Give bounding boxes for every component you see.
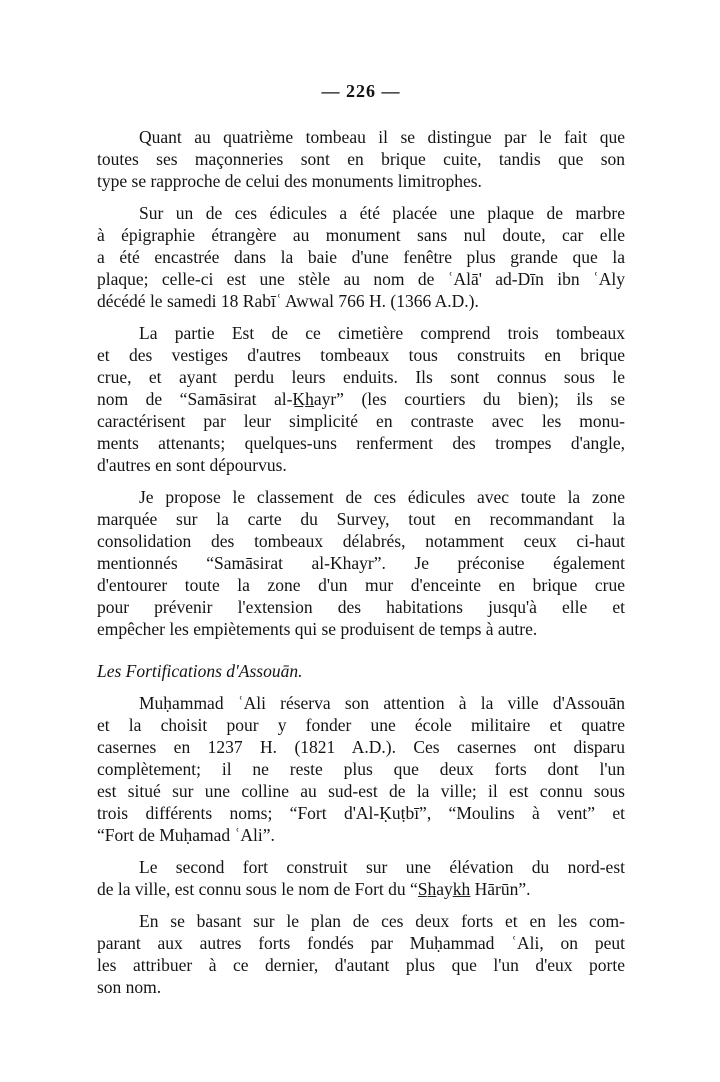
text-line: les attribuer à ce dernier, d'autant plus que l'un d'eux porte — [97, 955, 625, 975]
text-line: marquée sur la carte du Survey, tout en recommandant la — [97, 509, 625, 529]
text-line: ments attenants; quelques-uns renferment des trompes d'angle, — [97, 433, 625, 453]
text-line: d'entourer toute la zone d'un mur d'enceinte en brique crue — [97, 575, 625, 595]
text-line: Je propose le classement de ces édicules avec toute la zone — [139, 487, 625, 507]
text-line: Les Fortifications d'Assouān. — [97, 661, 303, 681]
paragraph — [97, 126, 625, 192]
text-line: a été encastrée dans la baie d'une fenêtre plus grande que la — [97, 247, 625, 267]
paragraph — [97, 910, 625, 998]
text-line: et la choisit pour y fonder une école militaire et quatre — [97, 715, 625, 735]
text-line: est situé sur une colline au sud-est de la ville; il est connu sous — [97, 781, 625, 801]
text-line: à épigraphie étrangère au monument sans nul doute, car elle — [97, 225, 625, 245]
text-line: nom de “Samāsirat al-K̲h̲ayr” (les courtiers du bien); ils se — [97, 389, 625, 409]
text-line: mentionnés “Samāsirat al-Khayr”. Je préconise également — [97, 553, 625, 573]
text-line: d'autres en sont dépourvus. — [97, 455, 287, 475]
text-line: Muḥammad ʿAli réserva son attention à la ville d'Assouān — [139, 693, 625, 713]
text-line: son nom. — [97, 977, 162, 997]
text-line: trois différents noms; “Fort d'Al-Ḳuṭbī”, “Moulins à vent” et — [97, 803, 625, 823]
text-line: caractérisent par leur simplicité en contraste avec les monu- — [97, 411, 625, 431]
text-line: complètement; il ne reste plus que deux forts dont l'un — [97, 759, 625, 779]
text-line: pour prévenir l'extension des habitations jusqu'à elle et — [97, 597, 625, 617]
text-line: casernes en 1237 H. (1821 A.D.). Ces casernes ont disparu — [97, 737, 625, 757]
paragraph — [97, 692, 625, 846]
text-line: de la ville, est connu sous le nom de Fort du “S̲h̲ayk̲h̲ Hārūn”. — [97, 879, 531, 899]
text-line: type se rapproche de celui des monuments limitrophes. — [97, 171, 482, 191]
text-line: La partie Est de ce cimetière comprend trois tombeaux — [139, 323, 625, 343]
text-line: parant aux autres forts fondés par Muḥammad ʿAli, on peut — [97, 933, 625, 953]
text-line: empêcher les empiètements qui se produisent de temps à autre. — [97, 619, 538, 639]
text-line: plaque; celle-ci est une stèle au nom de ʿAlā' ad-Dīn ibn ʿAly — [97, 269, 625, 289]
text-line: Quant au quatrième tombeau il se distingue par le fait que — [139, 127, 625, 147]
text-line: Sur un de ces édicules a été placée une plaque de marbre — [139, 203, 625, 223]
paragraph — [97, 486, 625, 640]
text-line: consolidation des tombeaux délabrés, notamment ceux ci-haut — [97, 531, 625, 551]
paragraph — [97, 322, 625, 476]
text-line: crue, et ayant perdu leurs enduits. Ils sont connus sous le — [97, 367, 625, 387]
text-line: En se basant sur le plan de ces deux forts et en les com- — [139, 911, 625, 931]
text-line: décédé le samedi 18 Rabīʿ Awwal 766 H. (1366 A.D.). — [97, 291, 479, 311]
text-line: et des vestiges d'autres tombeaux tous construits en brique — [97, 345, 625, 365]
text-line: “Fort de Muḥamad ʿAli”. — [97, 825, 275, 845]
paragraph — [97, 856, 625, 900]
page-number: — 226 — — [321, 81, 401, 101]
text-line: Le second fort construit sur une élévation du nord-est — [139, 857, 625, 877]
text-line: toutes ses maçonneries sont en brique cuite, tandis que son — [97, 149, 625, 169]
section-heading — [97, 660, 625, 682]
paragraph — [97, 202, 625, 312]
page-body — [97, 126, 625, 998]
